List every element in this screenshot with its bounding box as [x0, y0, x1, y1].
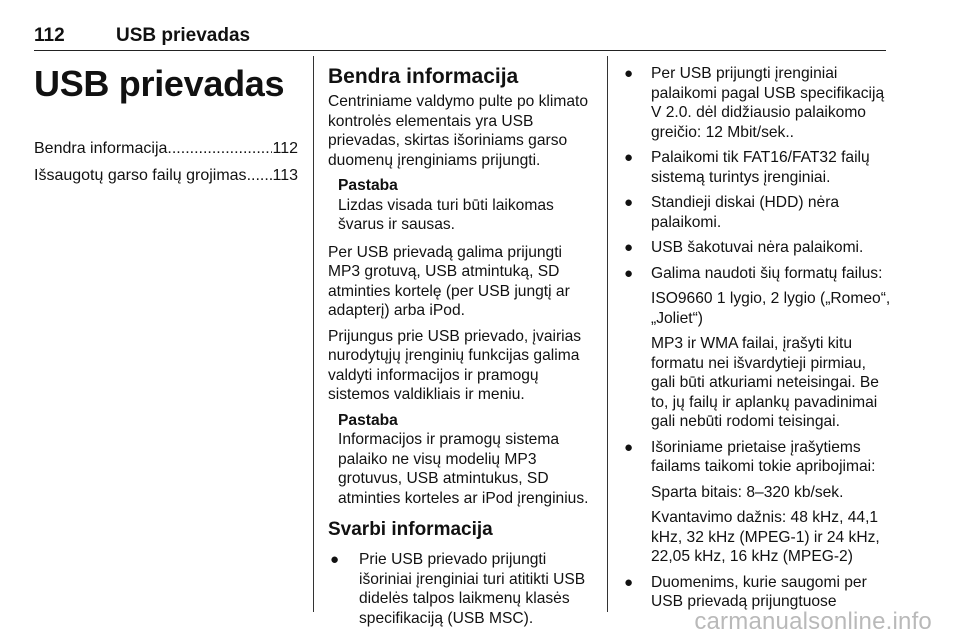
page-number: 112	[34, 25, 65, 46]
toc-entry-page: 112	[272, 140, 298, 157]
toc-entry[interactable]	[34, 138, 298, 160]
toc-entry-label: Išsaugotų garso failų grojimas	[34, 167, 247, 184]
bullet-text: Duomenims, kurie saugomi per USB prievadą prijungtuose	[651, 573, 867, 610]
bullet-item	[622, 264, 892, 284]
bullet-text: Standieji diskai (HDD) nėra palaikomi.	[651, 194, 840, 231]
paragraph: Centriniame valdymo pulte po klimato kontrolės elementais yra USB prievadas, skirtas išoriniams garso duomenų įrenginiams prijungti.	[328, 93, 589, 169]
subsection-heading: Svarbi informacija	[328, 519, 493, 540]
running-title: USB prievadas	[116, 25, 251, 46]
note-text: Informacijos ir pramogų sistema palaiko ne visų modelių MP3 grotuvus, USB atmintukus, SD atminties korteles ar iPod įrenginius.	[338, 431, 589, 507]
paragraph: Per USB prievadą galima prijungti MP3 grotuvą, USB atmintuką, SD atminties kortelę (per USB jungtį ar adapterį) arba iPod.	[328, 243, 570, 319]
bullet-text: USB šakotuvai nėra palaikomi.	[651, 239, 864, 256]
bullet-item	[622, 438, 892, 477]
bullet-text: Išoriniame prietaise įrašytiems failams taikomi tokie apribojimai:	[651, 438, 876, 475]
bullet-text: Palaikomi tik FAT16/FAT32 failų sistemą turintys įrenginiai.	[651, 149, 870, 186]
bullet-item	[622, 238, 892, 258]
bullet-item	[622, 148, 892, 187]
toc-entry-page: 113	[272, 167, 298, 184]
bullet-text: Galima naudoti šių formatų failus:	[651, 264, 883, 282]
note-box	[338, 411, 594, 509]
note-box	[338, 176, 594, 235]
toc-leader-dots	[247, 165, 273, 187]
watermark: carmanualsonline.info	[694, 608, 932, 635]
bullet-icon: ●	[624, 149, 634, 166]
chapter-title: USB prievadas	[34, 63, 285, 104]
note-title: Pastaba	[338, 177, 398, 194]
bullet-item	[622, 573, 892, 612]
bullet-subparagraph: ISO9660 1 lygio, 2 lygio („Romeo“, „Joliet“)	[651, 290, 891, 327]
bullet-icon: ●	[624, 573, 634, 591]
note-title: Pastaba	[338, 411, 398, 429]
bullet-icon: ●	[624, 65, 634, 82]
bullet-subparagraph: Kvantavimo dažnis: 48 kHz, 44,1 kHz, 32 kHz (MPEG-1) ir 24 kHz, 22,05 kHz, 16 kHz (MPEG-2)	[651, 509, 880, 565]
bullet-icon: ●	[624, 264, 634, 282]
toc-entry[interactable]	[34, 165, 298, 187]
page-header	[34, 24, 886, 51]
requirements-column	[622, 64, 892, 618]
general-info-column	[328, 64, 594, 634]
paragraph: Prijungus prie USB prievado, įvairias nurodytųjų įrenginių funkcijas galima valdyti informacijos ir pramogų sistemos valdikliais ir meniu.	[328, 327, 582, 403]
bullet-icon: ●	[624, 239, 634, 256]
bullet-subparagraph: Sparta bitais: 8–320 kb/sek.	[651, 483, 844, 501]
toc-column	[34, 64, 298, 192]
section-heading: Bendra informacija	[328, 65, 519, 88]
bullet-text: Prie USB prievado prijungti išoriniai įrenginiai turi atitikti USB didelės talpos laikmenų klasės specifikaciją (USB MSC).	[359, 551, 586, 627]
bullet-subparagraph: MP3 ir WMA failai, įrašyti kitu formatu nei išvardytieji pirmiau, gali būti atkuriami neteisingai. Be to, jų failų ir aplankų pavadinimai gali nebūti rodomi teisingai.	[651, 335, 879, 430]
column-divider	[313, 56, 314, 612]
bullet-item	[622, 64, 892, 142]
bullet-text: Per USB prijungti įrenginiai palaikomi pagal USB specifikaciją V 2.0. dėl didžiausio palaikomo greičio: 12 Mbit/sek..	[651, 65, 885, 141]
bullet-item	[328, 550, 594, 628]
bullet-item	[622, 193, 892, 232]
toc-leader-dots	[167, 138, 272, 160]
note-text: Lizdas visada turi būti laikomas švarus ir sausas.	[338, 196, 554, 233]
bullet-icon: ●	[624, 438, 634, 456]
bullet-icon: ●	[624, 194, 634, 211]
toc-entry-label: Bendra informacija	[34, 140, 168, 157]
bullet-icon: ●	[330, 551, 340, 568]
column-divider	[607, 56, 608, 612]
